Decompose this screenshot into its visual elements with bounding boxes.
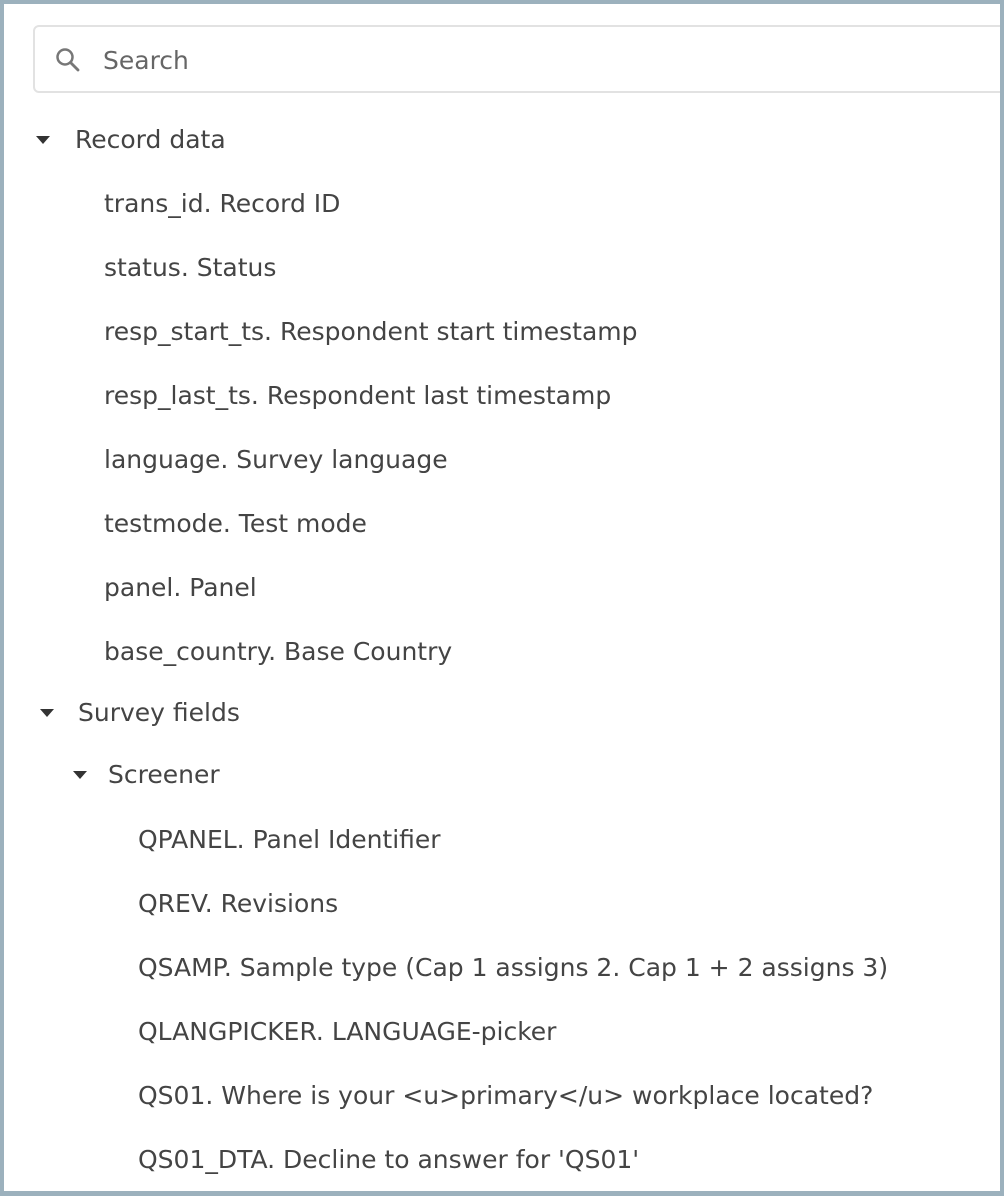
- field-tree-panel: [4, 4, 1000, 1191]
- caret-down-icon[interactable]: [73, 771, 87, 779]
- search-icon: [55, 47, 81, 73]
- tree-item[interactable]: panel. Panel: [104, 573, 257, 602]
- tree-item[interactable]: QS01_DTA. Decline to answer for 'QS01': [138, 1145, 640, 1174]
- tree-item[interactable]: testmode. Test mode: [104, 509, 367, 538]
- search-input[interactable]: [101, 39, 805, 81]
- tree-group-label: Record data: [75, 125, 226, 154]
- tree-item[interactable]: base_country. Base Country: [104, 637, 453, 666]
- tree-item[interactable]: QPANEL. Panel Identifier: [138, 825, 441, 854]
- tree-item[interactable]: language. Survey language: [104, 445, 448, 474]
- caret-down-icon[interactable]: [36, 136, 50, 144]
- tree-item[interactable]: trans_id. Record ID: [104, 189, 341, 218]
- tree-item[interactable]: resp_start_ts. Respondent start timestamp: [104, 317, 638, 346]
- tree-item[interactable]: resp_last_ts. Respondent last timestamp: [104, 381, 612, 410]
- tree-item[interactable]: QS01. Where is your <u>primary</u> workplace located?: [138, 1081, 874, 1110]
- tree-item[interactable]: status. Status: [104, 253, 277, 282]
- tree-item[interactable]: QSAMP. Sample type (Cap 1 assigns 2. Cap 1 + 2 assigns 3): [138, 953, 889, 982]
- tree-item[interactable]: QREV. Revisions: [138, 889, 339, 918]
- tree-group-label: Survey fields: [78, 698, 240, 727]
- caret-down-icon[interactable]: [40, 709, 54, 717]
- search-box[interactable]: [33, 25, 1000, 93]
- tree-group-label: Screener: [108, 760, 220, 789]
- tree-item[interactable]: QLANGPICKER. LANGUAGE-picker: [138, 1017, 557, 1046]
